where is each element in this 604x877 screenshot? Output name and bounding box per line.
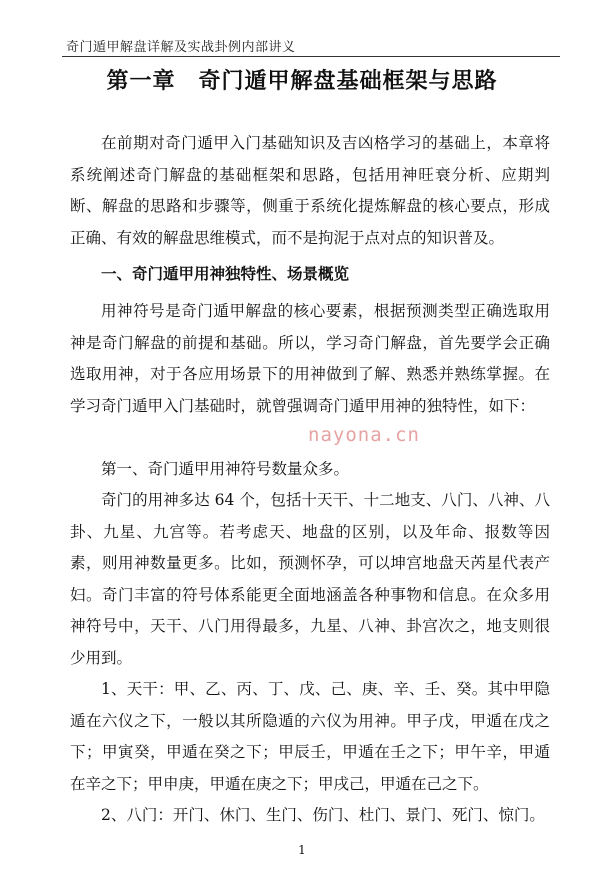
chapter-title: 第一章 奇门遁甲解盘基础框架与思路: [106, 68, 498, 94]
point-heading-symbols: 第一、奇门遁甲用神符号数量众多。: [101, 460, 350, 478]
page-number: 1: [298, 843, 306, 857]
running-header: 奇门遁甲解盘详解及实战卦例内部讲义: [66, 40, 296, 55]
body-paragraph-symbols: 奇门的用神多达 64 个，包括十天干、十二地支、八门、八神、八卦、九星、九宫等。若考虑天、地盘的区别，以及年命、报数等因素，则用神数量更多。比如，预测怀孕，可以坤宫地盘天芮星代表产妇。奇门丰富的符号体系能更全面地涵盖各种事物和信息。在众多用神符号中，天干、八门用得最多，九星、八神、卦宫次之，地支则很少用到。: [70, 491, 550, 667]
list-item-heavenly-stems: 1、天干：甲、乙、丙、丁、戊、己、庚、辛、壬、癸。其中甲隐遁在六仪之下，一般以其所隐遁的六仪为用神。甲子戊，甲遁在戊之下；甲寅癸，甲遁在癸之下；甲辰壬，甲遁在壬之下；甲午辛，甲遁在辛之下；甲申庚，甲遁在庚之下；甲戌己，甲遁在己之下。: [70, 680, 550, 793]
watermark-text: nayona.cn: [308, 424, 420, 446]
body-paragraph-usage: 用神符号是奇门遁甲解盘的核心要素，根据预测类型正确选取用神是奇门解盘的前提和基础。所以，学习奇门解盘，首先要学会正确选取用神，对于各应用场景下的用神做到了解、熟悉并熟练掌握。在学习奇门遁甲入门基础时，就曾强调奇门遁甲用神的独特性，如下：: [70, 302, 550, 415]
list-item-eight-gates: 2、八门：开门、休门、生门、伤门、杜门、景门、死门、惊门。: [101, 806, 545, 824]
header-divider: [62, 56, 560, 57]
section-heading: 一、奇门遁甲用神独特性、场景概览: [101, 264, 350, 283]
intro-paragraph: 在前期对奇门遁甲入门基础知识及吉凶格学习的基础上，本章将系统阐述奇门解盘的基础框架和思路，包括用神旺衰分析、应期判断、解盘的思路和步骤等，侧重于系统化提炼解盘的核心要点，形成正确、有效的解盘思维模式，而不是拘泥于点对点的知识普及。: [70, 134, 550, 247]
